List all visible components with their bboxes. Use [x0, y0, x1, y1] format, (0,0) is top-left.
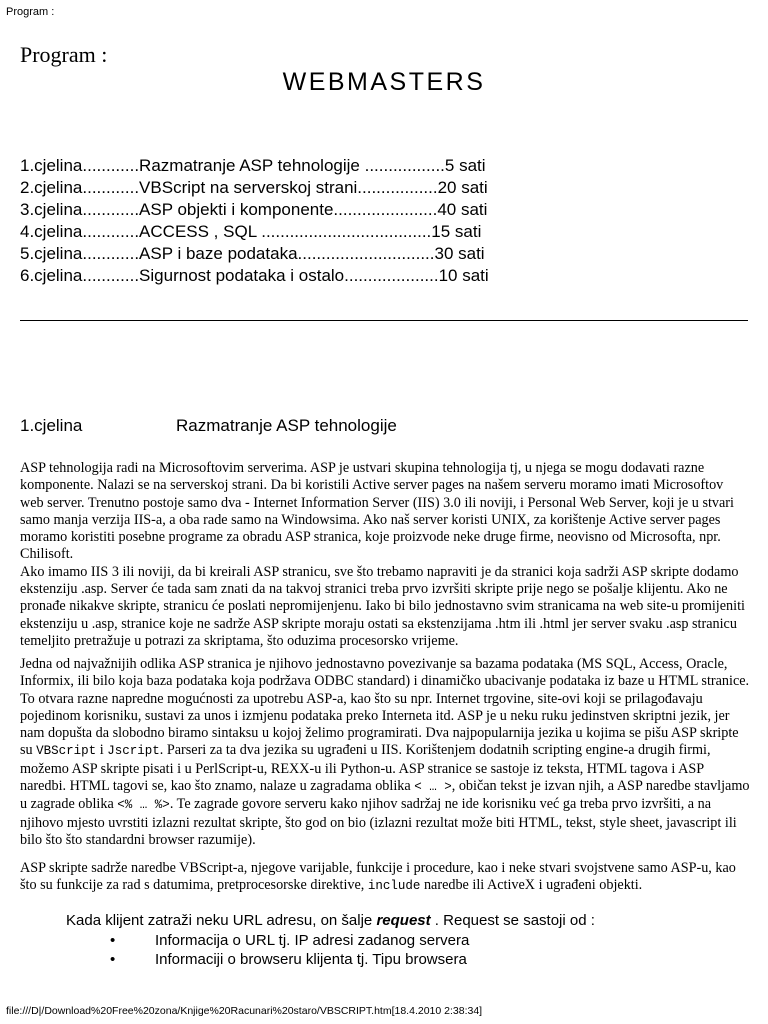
text-run: i [96, 742, 108, 759]
toc-item: 1.cjelina............Razmatranje ASP tehnologije .................5 sati [20, 156, 486, 175]
toc-item: 4.cjelina............ACCESS , SQL ....................................15 sati [20, 222, 482, 241]
code-jscript: Jscript [107, 744, 160, 759]
code-html-brackets: < … > [414, 780, 452, 795]
table-of-contents [20, 155, 489, 287]
request-components-list [110, 931, 469, 969]
text-run: . Te zagrade govore serveru kako njihov sadržaj ne ide korisniku već ga treba prvo izvršiti, a na njihovo mjesto uvrstiti izlazni rezultat skripte, što god on bio (izlazni rezultat može biti HTML, tekst, style sheet, javascript ili bilo što što standardni browser razumije). [20, 796, 737, 848]
request-keyword: request [376, 912, 431, 929]
paragraph-asp-extension: Ako imamo IIS 3 ili noviji, da bi kreirali ASP stranicu, sve što trebamo napraviti je da stranici koja sadrži ASP skripte dodamo ekstenziju .asp. Server će tada sam znati da na takvoj stranici treba prvo izvršiti skripte prije nego se pošalje klijentu. Ako ne pronađe nikakve skripte, stranicu će poslati nepromijenjenu. Iako bi bilo jednostavno svim stranicama na web site-u promijeniti ekstenziju u .asp, stranice koje ne sadrže ASP skripte moraju ostati sa ekstenzijama .htm ili .html jer server svaku .asp stranicu temeljito pretražuje u potrazi za skriptama, što oduzima procesorsko vrijeme. [20, 563, 745, 649]
bullet-icon: • [110, 932, 116, 949]
program-label: Program : [20, 42, 108, 67]
section-number: 1.cjelina [20, 416, 83, 435]
toc-item: 6.cjelina............Sigurnost podataka i ostalo....................10 sati [20, 266, 489, 285]
text-run: naredbe ili ActiveX i ugrađeni objekti. [420, 877, 643, 894]
list-item-text: Informacija o URL tj. IP adresi zadanog servera [155, 932, 470, 949]
print-header: Program : [6, 6, 55, 18]
list-item [110, 931, 469, 950]
database-paragraph [20, 656, 750, 849]
section-title: Razmatranje ASP tehnologije [176, 416, 397, 435]
toc-item: 5.cjelina............ASP i baze podataka.............................30 sati [20, 244, 485, 263]
paragraph-asp-intro: ASP tehnologija radi na Microsoftovim serverima. ASP je ustvari skupina tehnologija tj, u njega se mogu dodavati razne komponente. Nalazi se na serverskoj strani. Da bi koristili Active server pages na našem serveru moramo imati Microsoftov web server. Trenutno postoje samo dva - Internet Information Server (IIS) 3.0 ili noviji, i Personal Web Server, koji je u stvari samo manja verzija IIS-a, a oba rade samo na Windowsima. Ako naš server koristi UNIX, za korištenje Active server pages moramo koristiti posebne programe za obradu ASP stranica, koje proizvode neke druge firme, neovisno od Microsofta, npr. Chilisoft. [20, 460, 734, 563]
request-line [66, 912, 595, 929]
text-run: . Parseri za ta dva jezika su ugrađeni u IIS. Korištenjem dodatnih scripting engine-a drugih firmi, možemo ASP skripte pisati i u PerlScript-u, REXX-u ili Python-u. ASP stranice se sastoje iz teksta, HTML tagova i ASP naredbi. HTML tagovi se, kao što znamo, nalaze u zagradama oblika [20, 742, 711, 795]
code-include: include [367, 879, 421, 894]
list-item-text: Informaciji o browseru klijenta tj. Tipu browsera [155, 951, 467, 968]
scripts-paragraph [20, 860, 750, 896]
code-asp-brackets: <% … %> [117, 798, 170, 813]
text-run: Jedna od najvažnijih odlika ASP stranica je njihovo jednostavno povezivanje sa bazama podataka (MS SQL, Access, Oracle, Informix, ili bilo koja baza podataka koja podržava ODBC standard) i dinamičko ubacivanje podataka iz baze u HTML stranice. To otvara razne napredne mogućnosti za upotrebu ASP-a, kao što su npr. Internet trgovine, site-ovi koji se prilagođavaju pojedinom korisniku, sustavi za unos i izmjenu podataka preko Interneta itd. ASP je u neku ruku jedinstven skriptni jezik, jer nam dopušta da slobodno biramo sintaksu u kojoj želimo programirati. Dva najpopularnija jezika u kojima se pišu ASP skripte su [20, 656, 750, 759]
intro-paragraph [20, 460, 750, 650]
list-item [110, 950, 469, 969]
toc-item: 2.cjelina............VBScript na serverskoj strani.................20 sati [20, 178, 488, 197]
code-vbscript: VBScript [36, 744, 97, 759]
toc-item: 3.cjelina............ASP objekti i komponente......................40 sati [20, 200, 488, 219]
bullet-icon: • [110, 951, 116, 968]
text-run: , običan tekst je izvan njih, a ASP naredbe stavljamo u zagrade oblika [20, 778, 750, 813]
text-run: Kada klijent zatraži neku URL adresu, on šalje [66, 912, 377, 929]
text-run: ASP skripte sadrže naredbe VBScript-a, njegove varijable, funkcije i procedure, kao i neke stvari svojstvene samo ASP-u, kao što su funkcije za rad s datumima, pretprocesorske direktive, [20, 860, 736, 894]
horizontal-divider [20, 320, 748, 321]
text-run: . Request se sastoji od : [430, 912, 595, 929]
page-title: WEBMASTERS [282, 68, 486, 96]
print-footer-url: file:///D|/Download%20Free%20zona/Knjige%20Racunari%20staro/VBSCRIPT.htm[18.4.2010 2:38:34] [6, 1005, 483, 1017]
